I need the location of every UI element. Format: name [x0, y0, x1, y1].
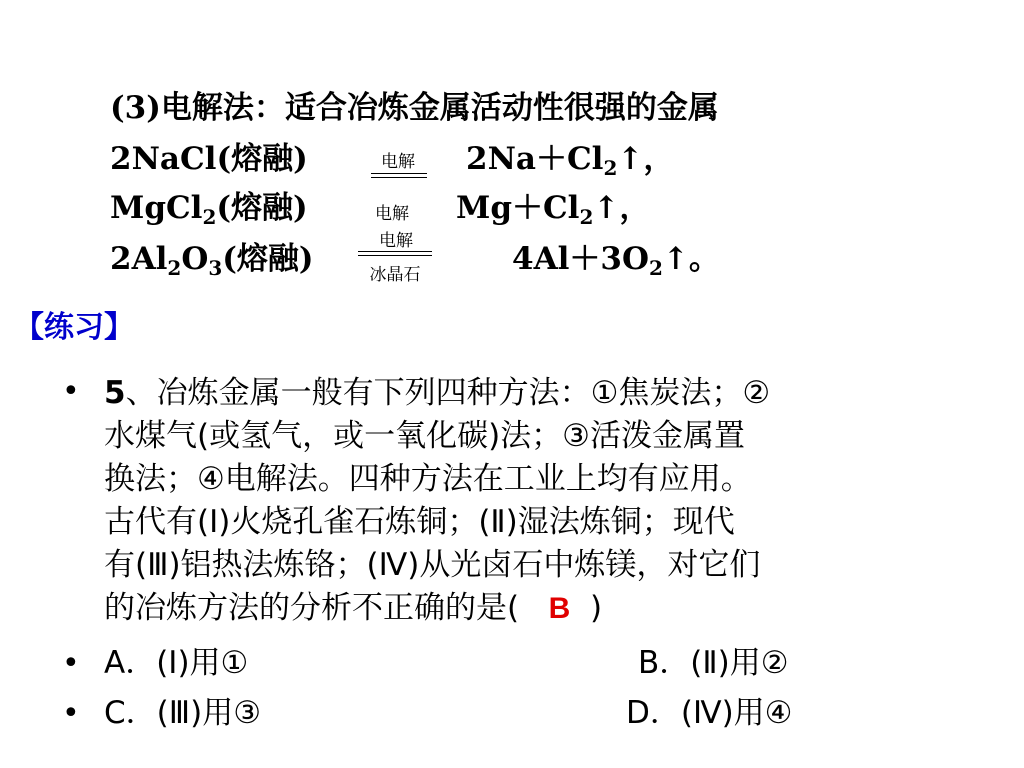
equation-nacl-right [466, 139, 674, 179]
equation-mgcl2-condition: 电解 [375, 204, 409, 224]
option-c: C．(Ⅲ)用③ [104, 695, 261, 731]
question-bullet: • [62, 374, 80, 409]
answer: B [548, 592, 571, 625]
question-close-paren: ) [590, 590, 603, 626]
equation-al2o3-right [512, 239, 720, 279]
equation-al2o3-condition-top: 电解 [379, 231, 413, 251]
question-line-3: 换法；④电解法。四种方法在工业上均有应用。 [104, 461, 752, 497]
equation-al2o3-product: 4Al＋3O [512, 241, 649, 277]
equation-mgcl2-tail: ↑， [593, 190, 651, 226]
equation-al2o3-condition-bottom: 冰晶石 [369, 265, 421, 285]
option-d: D．(Ⅳ)用④ [626, 695, 793, 731]
question-line-5: 有(Ⅲ)铝热法炼铬；(Ⅳ)从光卤石中炼镁，对它们 [104, 547, 761, 583]
question-text [104, 372, 770, 630]
equation-nacl-condition: 电解 [381, 152, 415, 172]
option-b: B．(Ⅱ)用② [638, 645, 789, 681]
option-bullet-2: • [62, 696, 80, 731]
subscript: 2 [603, 156, 618, 180]
subscript: 3 [208, 256, 223, 280]
equation-mgcl2-reactant: MgCl [110, 190, 203, 226]
equation-nacl-arrow-line-1 [371, 173, 427, 174]
equation-mgcl2-state: (熔融) [216, 190, 308, 226]
equation-nacl-left [110, 139, 308, 179]
question-line-1 [104, 372, 770, 415]
method-heading-number: (3) [110, 90, 161, 126]
equation-al2o3-tail: ↑。 [662, 241, 720, 277]
method-heading-text: 电解法：适合冶炼金属活动性很强的金属 [160, 90, 719, 126]
equation-nacl-reactant: 2NaCl(熔融) [110, 141, 308, 177]
practice-label: 【练习】 [14, 310, 134, 345]
subscript: 2 [202, 205, 217, 229]
equation-al2o3-oxygen: O [181, 241, 209, 277]
equation-al2o3-arrow-line-1 [358, 251, 432, 252]
equation-al2o3-state: (熔融) [222, 241, 314, 277]
equation-mgcl2-product: Mg＋Cl [456, 190, 580, 226]
equation-nacl-arrow-line-2 [371, 177, 427, 178]
equation-al2o3-arrow-line-2 [358, 255, 432, 256]
subscript: 2 [648, 256, 663, 280]
question-line-1-text: 、冶炼金属一般有下列四种方法：①焦炭法；② [125, 375, 771, 411]
question-line-4: 古代有(Ⅰ)火烧孔雀石炼铜；(Ⅱ)湿法炼铜；现代 [104, 504, 735, 540]
equation-nacl-tail: ↑， [617, 141, 675, 177]
equation-mgcl2-right [456, 188, 650, 228]
subscript: 2 [167, 256, 182, 280]
question-line-6 [104, 587, 770, 630]
equation-al2o3-left [110, 239, 314, 279]
question-line-6-text: 的冶炼方法的分析不正确的是( [104, 590, 520, 626]
option-bullet-1: • [62, 646, 80, 681]
subscript: 2 [579, 205, 594, 229]
method-heading [110, 88, 719, 128]
question-number: 5 [104, 375, 126, 411]
question-line-2: 水煤气(或氢气，或一氧化碳)法；③活泼金属置 [104, 418, 745, 454]
equation-al2o3-reactant: 2Al [110, 241, 168, 277]
equation-mgcl2-left [110, 188, 308, 228]
option-a: A．(Ⅰ)用① [104, 645, 249, 681]
equation-nacl-product: 2Na＋Cl [466, 141, 604, 177]
